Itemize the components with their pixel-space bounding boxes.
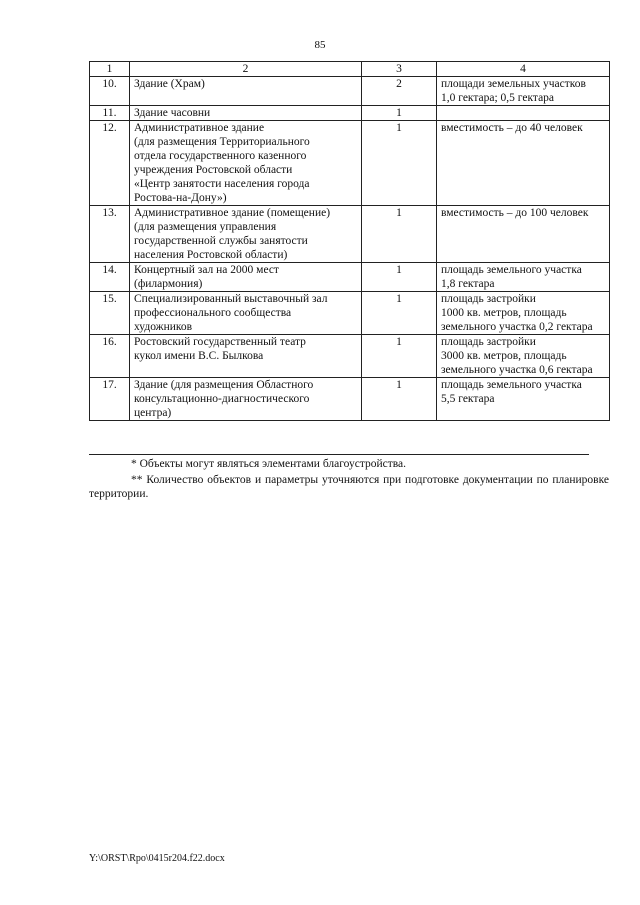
table-row — [90, 292, 610, 335]
facility-name-line: (для размещения Территориального — [134, 136, 310, 148]
row-number-cell: 16. — [90, 335, 130, 378]
table-row — [90, 121, 610, 206]
parameters-cell — [437, 263, 610, 292]
row-number-cell: 12. — [90, 121, 130, 206]
column-header: 2 — [130, 62, 362, 77]
row-number-cell: 13. — [90, 206, 130, 263]
facility-name-cell — [130, 335, 362, 378]
facility-name-line: Здание (для размещения Областного — [134, 379, 314, 391]
quantity-cell: 1 — [362, 378, 437, 421]
facility-name-line: Ростова-на-Дону») — [134, 192, 227, 204]
parameter-line: площадь земельного участка — [441, 264, 582, 276]
parameters-cell — [437, 206, 610, 263]
page-number: 85 — [314, 39, 326, 51]
row-number-cell: 10. — [90, 77, 130, 106]
facility-name-cell — [130, 206, 362, 263]
facility-name-cell — [130, 77, 362, 106]
parameters-cell — [437, 378, 610, 421]
quantity-cell: 1 — [362, 206, 437, 263]
table-row — [90, 335, 610, 378]
row-number-cell: 17. — [90, 378, 130, 421]
facility-name-line: «Центр занятости населения города — [134, 178, 310, 190]
quantity-cell: 1 — [362, 292, 437, 335]
footnote-2: ** Количество объектов и параметры уточняются при подготовке документации по планировке территории. — [89, 474, 609, 500]
facility-name-line: отдела государственного казенного — [134, 150, 307, 162]
table-row — [90, 263, 610, 292]
parameter-line: площадь застройки — [441, 336, 536, 348]
table-row — [90, 206, 610, 263]
table-header-row — [90, 62, 610, 77]
column-header: 4 — [437, 62, 610, 77]
parameters-cell — [437, 292, 610, 335]
row-number-cell: 11. — [90, 106, 130, 121]
facility-name-line: кукол имени В.С. Былкова — [134, 350, 264, 362]
parameter-line: земельного участка 0,2 гектара — [441, 321, 593, 333]
parameter-line: вместимость – до 40 человек — [441, 122, 583, 134]
parameters-cell — [437, 121, 610, 206]
facility-name-line: Концертный зал на 2000 мест — [134, 264, 279, 276]
facility-name-cell — [130, 292, 362, 335]
facility-name-line: центра) — [134, 407, 172, 419]
quantity-cell: 1 — [362, 106, 437, 121]
facility-name-cell — [130, 378, 362, 421]
parameter-line: площадь застройки — [441, 293, 536, 305]
parameter-line: площади земельных участков — [441, 78, 586, 90]
facility-name-line: консультационно-диагностического — [134, 393, 310, 405]
parameters-cell — [437, 77, 610, 106]
facility-name-cell — [130, 106, 362, 121]
column-header: 1 — [90, 62, 130, 77]
footnote-1: * Объекты могут являться элементами благоустройства. — [131, 458, 407, 470]
document-file-path: Y:\ORST\Rpo\0415r204.f22.docx — [89, 853, 225, 864]
row-number-cell: 14. — [90, 263, 130, 292]
facility-name-line: Ростовский государственный театр — [134, 336, 306, 348]
quantity-cell: 2 — [362, 77, 437, 106]
parameters-cell — [437, 335, 610, 378]
facility-name-line: государственной службы занятости — [134, 235, 308, 247]
parameter-line: 1,8 гектара — [441, 278, 495, 290]
table-row — [90, 106, 610, 121]
table-body — [90, 77, 610, 421]
facility-name-line: художников — [134, 321, 193, 333]
parameter-line: 5,5 гектара — [441, 393, 495, 405]
parameter-line: вместимость – до 100 человек — [441, 207, 589, 219]
facility-name-line: (филармония) — [134, 278, 203, 290]
quantity-cell: 1 — [362, 121, 437, 206]
parameters-cell — [437, 106, 610, 121]
parameter-line: площадь земельного участка — [441, 379, 582, 391]
facility-name-line: учреждения Ростовской области — [134, 164, 293, 176]
facility-name-cell — [130, 121, 362, 206]
facility-name-cell — [130, 263, 362, 292]
parameter-line: 1000 кв. метров, площадь — [441, 307, 567, 319]
table-row — [90, 77, 610, 106]
row-number-cell: 15. — [90, 292, 130, 335]
facility-name-line: Административное здание (помещение) — [134, 207, 331, 219]
parameter-line: 3000 кв. метров, площадь — [441, 350, 567, 362]
facility-name-line: Административное здание — [134, 122, 265, 134]
facility-name-line: Здание часовни — [134, 107, 211, 119]
table-row — [90, 378, 610, 421]
facility-name-line: (для размещения управления — [134, 221, 277, 233]
column-header: 3 — [362, 62, 437, 77]
facility-name-line: населения Ростовской области) — [134, 249, 288, 261]
quantity-cell: 1 — [362, 263, 437, 292]
parameter-line: 1,0 гектара; 0,5 гектара — [441, 92, 555, 104]
facilities-table — [89, 61, 610, 421]
facility-name-line: Здание (Храм) — [134, 78, 205, 90]
facility-name-line: Специализированный выставочный зал — [134, 293, 328, 305]
parameter-line: земельного участка 0,6 гектара — [441, 364, 593, 376]
facility-name-line: профессионального сообщества — [134, 307, 292, 319]
quantity-cell: 1 — [362, 335, 437, 378]
footnote-divider — [89, 454, 589, 455]
